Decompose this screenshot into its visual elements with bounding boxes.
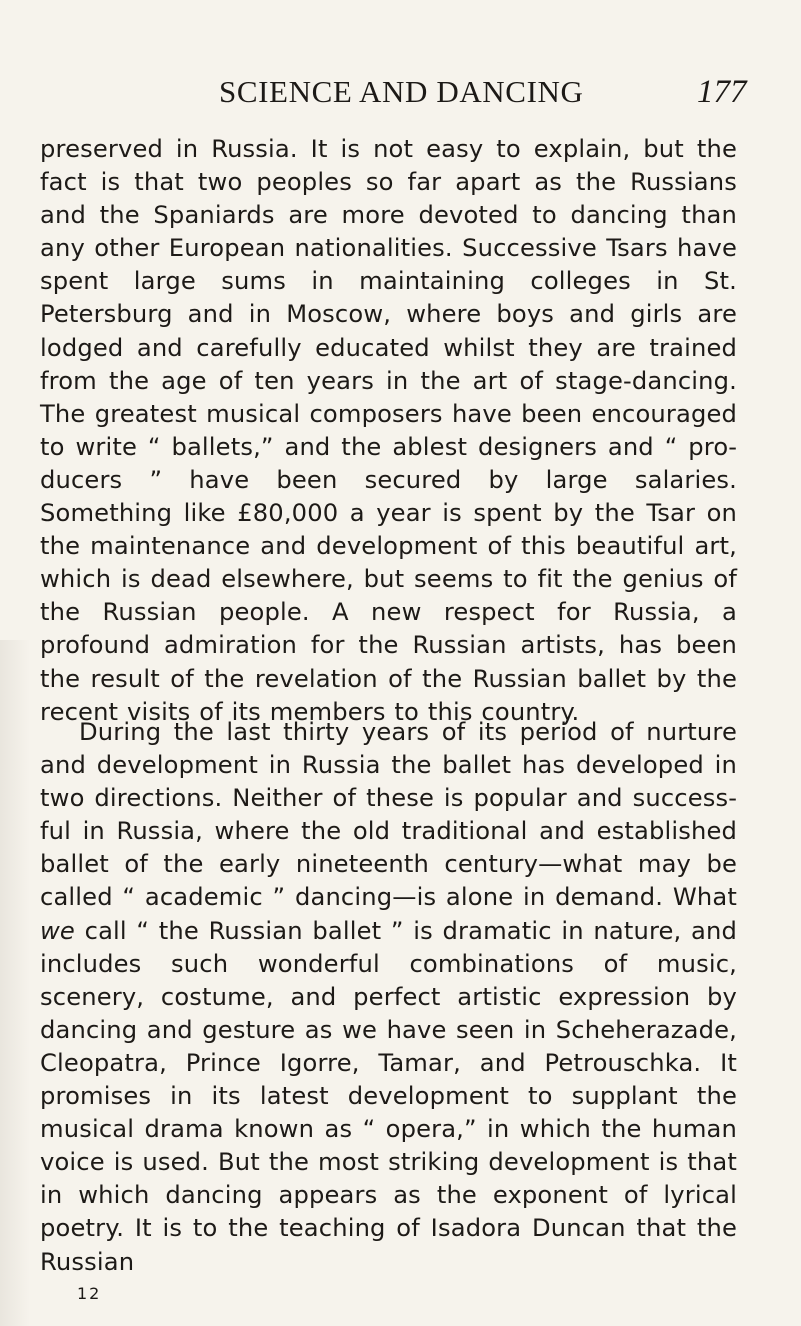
page-number: 177 <box>697 74 747 110</box>
paragraph-2-text-end: call “ the Russian ballet ” is dramatic in nature, and includes such wonderful combinations of music, scenery, costume, and perfect artistic expression by dancing and gesture as we have seen in Scheherazade, Cleopatra, Prince Igorre, Tamar, and Petrouschka. It promises in its latest development to supplant the musical drama known as “ opera,” in which the human voice is used. But the most striking development is that in which dancing appears as the exponent of lyrical poetry. It is to the teaching of Isadora Duncan that the Russian <box>40 916 737 1276</box>
page-edge-shadow <box>0 640 30 1326</box>
paragraph-2-text-start: During the last thirty years of its period of nurture and development in Russia the ballet has developed in two directions. Neither of these is popular and successful in Russia, where the old traditional and established ballet of the early nineteenth century—what may be called “ academic ” dancing—is alone in demand. What <box>40 718 737 912</box>
running-title: SCIENCE AND DANCING <box>219 74 584 109</box>
signature-mark: 12 <box>77 1284 102 1303</box>
paragraph-2 <box>40 716 737 1279</box>
running-head <box>0 74 801 114</box>
paragraph-2-emphasis: we <box>40 916 75 945</box>
paragraph-1: preserved in Russia. It is not easy to explain, but the fact is that two peoples so far apart as the Russians and the Spaniards are more devoted to dancing than any other European nationalities. Successive Tsars have spent large sums in maintaining colleges in St. Petersburg and in Moscow, where boys and girls are lodged and carefully educated whilst they are trained from the age of ten years in the art of stage-dancing. The greatest musical composers have been encouraged to write “ ballets,” and the ablest designers and “ producers ” have been secured by large salaries. Something like £80,000 a year is spent by the Tsar on the maintenance and development of this beautiful art, which is dead elsewhere, but seems to fit the genius of the Russian people. A new respect for Russia, a profound admiration for the Russian artists, has been the result of the revelation of the Russian ballet by the recent visits of its members to this country. <box>40 135 737 726</box>
